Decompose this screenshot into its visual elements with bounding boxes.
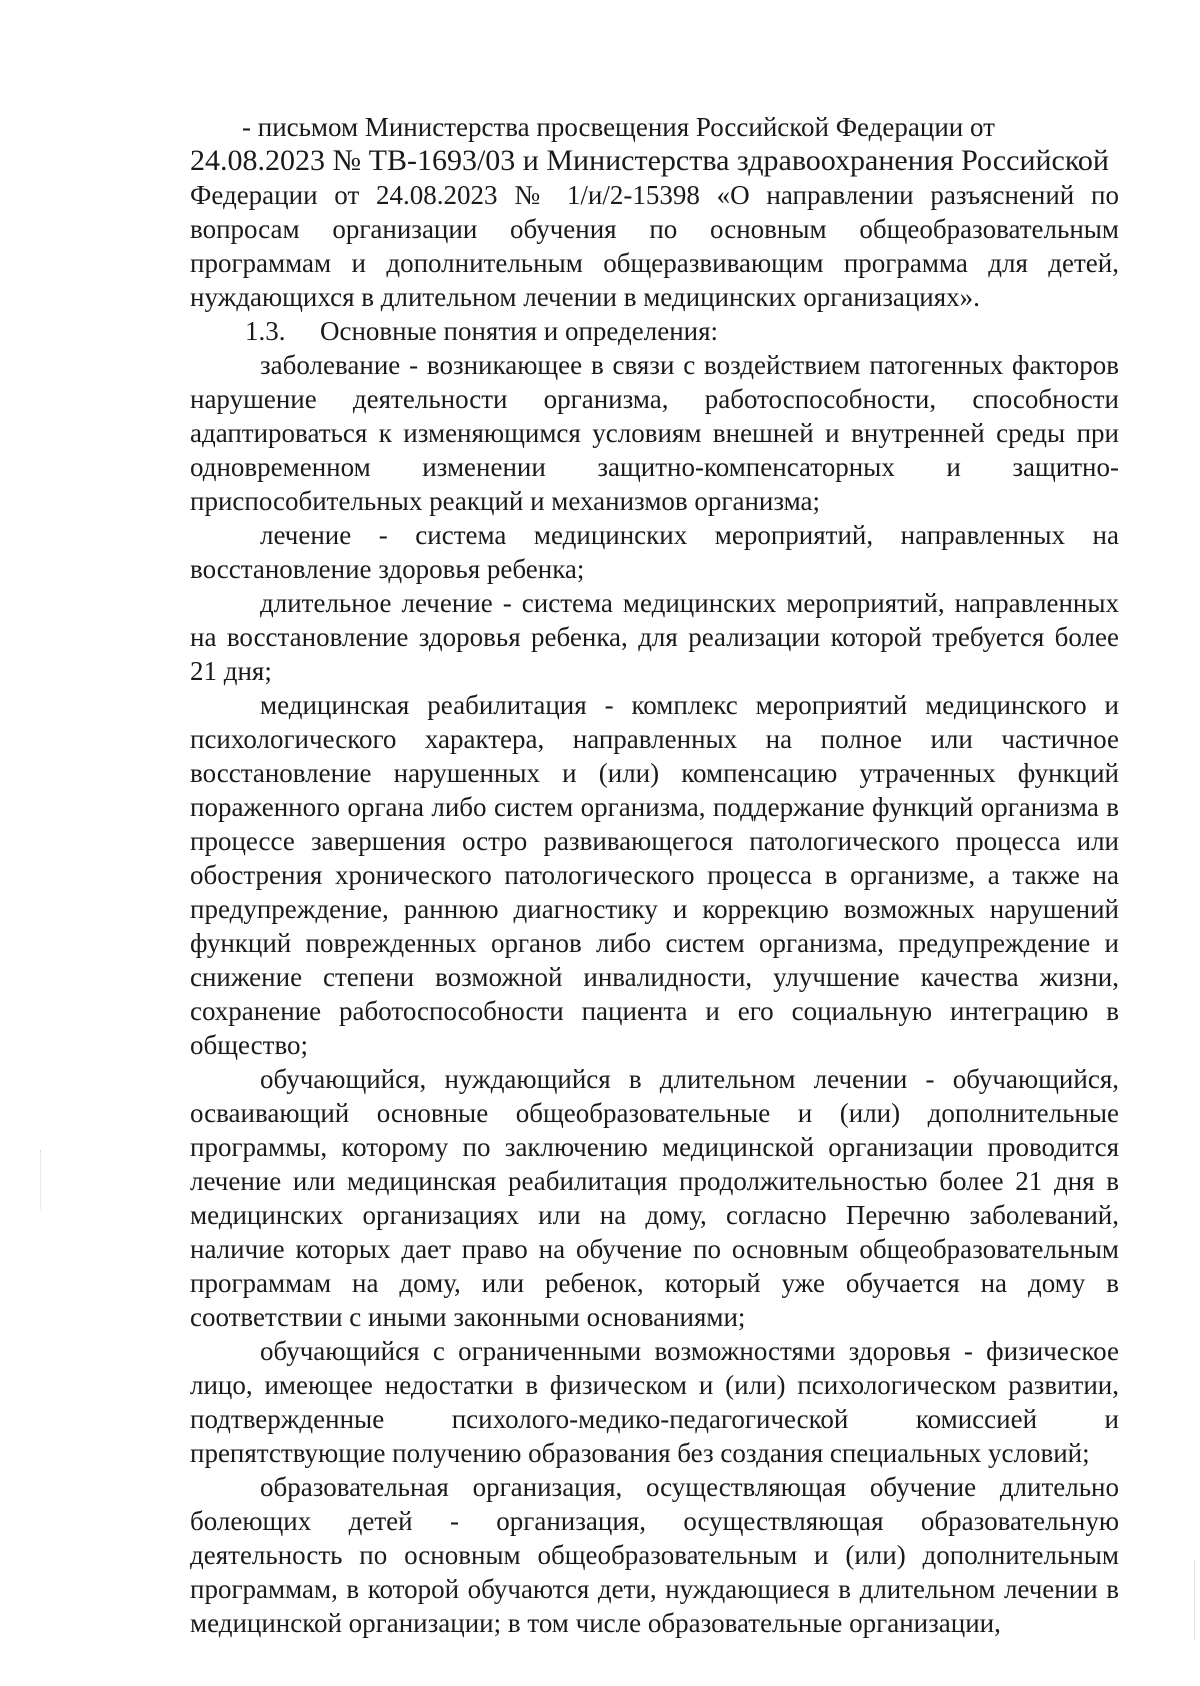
- section-number: 1.3.: [245, 316, 286, 346]
- document-body: [190, 110, 1119, 1640]
- paragraph-reference-continued: Федерации от 24.08.2023 № 1/и/2-15398 «О направлении разъяснений по вопросам организации обучения по основным общеобразовательным программам и дополнительным общеразвивающим программа для детей, нуждающихся в длительном лечении в медицинских организациях».: [190, 180, 1119, 312]
- definition-medical-rehabilitation: медицинская реабилитация - комплекс мероприятий медицинского и психологического характера, направленных на полное или частичное восстановление нарушенных и (или) компенсацию утраченных функций пораженного органа либо систем организма, поддержание функций организма в процессе завершения остро развивающегося патологического процесса или обострения хронического патологического процесса в организме, а также на предупреждение, раннюю диагностику и коррекцию возможных нарушений функций поврежденных органов либо систем организма, предупреждение и снижение степени возможной инвалидности, улучшение качества жизни, сохранение работоспособности пациента и его социальную интеграцию в общество;: [190, 690, 1119, 1060]
- section-heading: [190, 314, 1119, 348]
- section-title: Основные понятия и определения:: [320, 316, 719, 346]
- paragraph-letter-reference: - письмом Министерства просвещения Российской Федерации от: [242, 112, 995, 142]
- definition-long-treatment: длительное лечение - система медицинских мероприятий, направленных на восстановление здоровья ребенка, для реализации которой требуется более 21 дня;: [190, 588, 1119, 686]
- scan-artifact-right: [1194, 1560, 1196, 1640]
- definition-educational-organization: образовательная организация, осуществляющая обучение длительно болеющих детей - организация, осуществляющая образовательную деятельность по основным общеобразовательным и (или) дополнительным программам, в которой обучаются дети, нуждающиеся в длительном лечении в медицинской организации; в том числе образовательные организации,: [190, 1472, 1119, 1638]
- paragraph-reference-line-2: 24.08.2023 № ТВ-1693/03 и Министерства здравоохранения Российской: [190, 144, 1109, 177]
- definition-disease: заболевание - возникающее в связи с воздействием патогенных факторов нарушение деятельности организма, работоспособности, способности адаптироваться к изменяющимся условиям внешней и внутренней среды при одновременном изменении защитно-компенсаторных и защитно-приспособительных реакций и механизмов организма;: [190, 350, 1119, 516]
- definition-student-disabilities: обучающийся с ограниченными возможностями здоровья - физическое лицо, имеющее недостатки в физическом и (или) психологическом развитии, подтвержденные психолого-медико-педагогической комиссией и препятствующие получению образования без создания специальных условий;: [190, 1336, 1119, 1468]
- definition-student-long-treatment: обучающийся, нуждающийся в длительном лечении - обучающийся, осваивающий основные общеобразовательные и (или) дополнительные программы, которому по заключению медицинской организации проводится лечение или медицинская реабилитация продолжительностью более 21 дня в медицинских организациях или на дому, согласно Перечню заболеваний, наличие которых дает право на обучение по основным общеобразовательным программам на дому, или ребенок, который уже обучается на дому в соответствии с иными законными основаниями;: [190, 1064, 1119, 1332]
- definition-treatment: лечение - система медицинских мероприятий, направленных на восстановление здоровья ребенка;: [190, 520, 1119, 584]
- scan-artifact-left: [40, 1150, 42, 1210]
